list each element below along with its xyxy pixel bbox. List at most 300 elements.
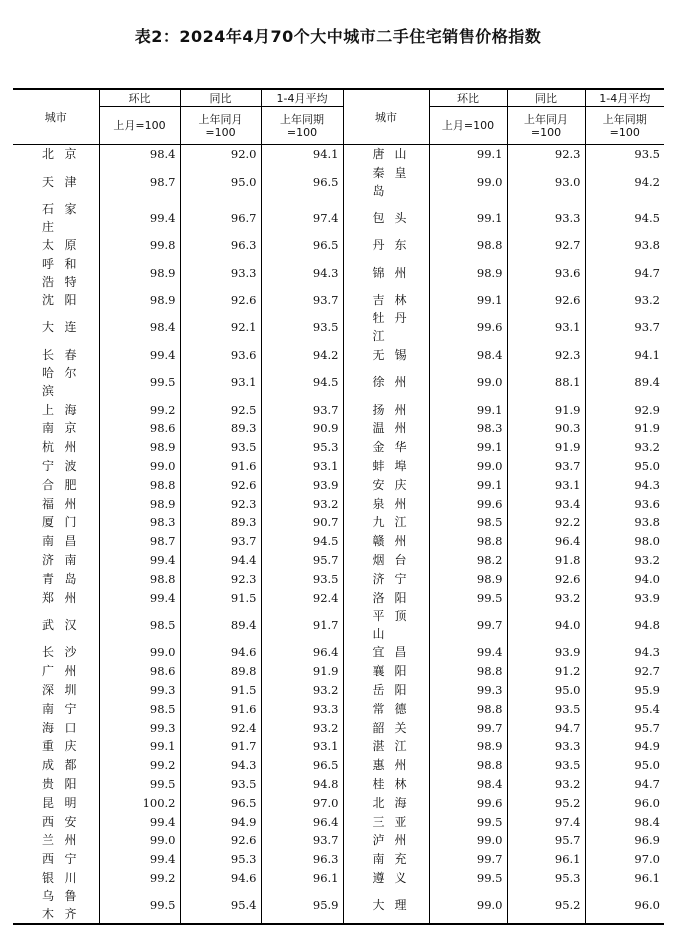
city-name-left: 广州 xyxy=(42,664,77,679)
mom-value-right: 99.7 xyxy=(429,718,507,737)
avg-value-right: 93.2 xyxy=(585,438,664,457)
avg-value-right: 89.4 xyxy=(585,364,664,400)
city-name-right: 九江 xyxy=(343,513,429,532)
city-name-right: 北海 xyxy=(343,793,429,812)
yoy-value-left: 91.6 xyxy=(180,699,261,718)
avg-value-right: 93.6 xyxy=(585,494,664,513)
mom-value-right: 98.5 xyxy=(429,513,507,532)
mom-value-right: 99.1 xyxy=(429,475,507,494)
mom-value-right: 99.5 xyxy=(429,869,507,888)
table-row xyxy=(13,718,664,737)
header-yoy-base-left: 上年同月 =100 xyxy=(180,107,261,145)
city-name-left: 海口 xyxy=(42,720,77,735)
mom-value-left: 98.9 xyxy=(99,494,180,513)
yoy-value-right: 92.2 xyxy=(507,513,585,532)
mom-value-left: 98.5 xyxy=(99,699,180,718)
avg-value-left: 97.4 xyxy=(261,200,343,236)
yoy-value-right: 93.0 xyxy=(507,164,585,200)
avg-value-left: 94.3 xyxy=(261,255,343,291)
yoy-value-right: 95.2 xyxy=(507,793,585,812)
mom-value-left: 99.4 xyxy=(99,850,180,869)
yoy-value-left: 92.4 xyxy=(180,718,261,737)
mom-value-right: 98.2 xyxy=(429,551,507,570)
avg-value-left: 95.9 xyxy=(261,887,343,924)
avg-value-left: 93.2 xyxy=(261,681,343,700)
city-name-right: 丹东 xyxy=(343,236,429,255)
mom-value-left: 98.4 xyxy=(99,309,180,345)
table-row xyxy=(13,457,664,476)
avg-value-right: 95.7 xyxy=(585,718,664,737)
mom-value-left: 99.5 xyxy=(99,364,180,400)
header-city-left: 城市 xyxy=(13,89,99,145)
mom-value-left: 99.2 xyxy=(99,400,180,419)
yoy-value-right: 91.8 xyxy=(507,551,585,570)
city-name-right: 泸州 xyxy=(343,831,429,850)
city-name-right: 惠州 xyxy=(343,756,429,775)
avg-value-right: 95.0 xyxy=(585,457,664,476)
mom-value-right: 99.1 xyxy=(429,200,507,236)
avg-value-left: 92.4 xyxy=(261,588,343,607)
city-name-left: 西安 xyxy=(42,814,77,829)
table-row xyxy=(13,513,664,532)
yoy-value-right: 93.7 xyxy=(507,457,585,476)
city-name-left: 北京 xyxy=(42,147,77,162)
yoy-value-right: 92.6 xyxy=(507,291,585,310)
yoy-value-left: 93.5 xyxy=(180,775,261,794)
header-avg-base-right: 上年同期 =100 xyxy=(585,107,664,145)
avg-value-left: 93.5 xyxy=(261,569,343,588)
header-avg-left: 1-4月平均 xyxy=(261,89,343,107)
city-name-right: 宜昌 xyxy=(343,643,429,662)
table-row xyxy=(13,775,664,794)
city-name-left: 哈尔滨 xyxy=(42,366,77,399)
yoy-value-right: 91.9 xyxy=(507,438,585,457)
yoy-value-left: 95.0 xyxy=(180,164,261,200)
table-row xyxy=(13,438,664,457)
table-header xyxy=(13,89,664,145)
avg-value-left: 93.7 xyxy=(261,400,343,419)
yoy-value-left: 94.4 xyxy=(180,551,261,570)
yoy-value-left: 92.1 xyxy=(180,309,261,345)
city-name-left: 杭州 xyxy=(42,440,77,455)
mom-value-left: 99.3 xyxy=(99,718,180,737)
avg-value-right: 93.8 xyxy=(585,236,664,255)
yoy-value-left: 91.5 xyxy=(180,681,261,700)
city-name-right: 济宁 xyxy=(343,569,429,588)
mom-value-left: 99.5 xyxy=(99,887,180,924)
header-mom-base-right: 上月=100 xyxy=(429,107,507,145)
avg-value-right: 94.1 xyxy=(585,345,664,364)
city-name-left: 青岛 xyxy=(42,571,77,586)
mom-value-right: 99.6 xyxy=(429,309,507,345)
mom-value-left: 99.5 xyxy=(99,775,180,794)
yoy-value-left: 92.6 xyxy=(180,291,261,310)
avg-value-right: 92.7 xyxy=(585,662,664,681)
mom-value-left: 98.9 xyxy=(99,291,180,310)
yoy-value-right: 96.1 xyxy=(507,850,585,869)
table-row xyxy=(13,607,664,643)
yoy-value-left: 89.8 xyxy=(180,662,261,681)
table-row xyxy=(13,812,664,831)
yoy-value-left: 96.3 xyxy=(180,236,261,255)
yoy-value-right: 95.7 xyxy=(507,831,585,850)
table-row xyxy=(13,475,664,494)
avg-value-left: 94.5 xyxy=(261,364,343,400)
mom-value-right: 99.5 xyxy=(429,588,507,607)
table-row xyxy=(13,887,664,924)
city-name-left: 深圳 xyxy=(42,682,77,697)
mom-value-right: 99.3 xyxy=(429,681,507,700)
yoy-value-right: 93.1 xyxy=(507,309,585,345)
price-index-table xyxy=(13,88,664,925)
mom-value-left: 98.3 xyxy=(99,513,180,532)
city-name-left: 银川 xyxy=(42,870,77,885)
city-name-left: 上海 xyxy=(42,402,77,417)
avg-value-right: 98.4 xyxy=(585,812,664,831)
mom-value-right: 98.9 xyxy=(429,737,507,756)
avg-value-left: 96.5 xyxy=(261,164,343,200)
mom-value-left: 98.7 xyxy=(99,164,180,200)
yoy-value-right: 95.2 xyxy=(507,887,585,924)
mom-value-right: 99.6 xyxy=(429,793,507,812)
avg-value-left: 93.5 xyxy=(261,309,343,345)
city-name-left: 济南 xyxy=(42,552,77,567)
city-name-right: 南充 xyxy=(343,850,429,869)
city-name-left: 兰州 xyxy=(42,833,77,848)
city-name-right: 平顶山 xyxy=(343,607,429,643)
header-avg-base-left: 上年同期 =100 xyxy=(261,107,343,145)
city-name-right: 常德 xyxy=(343,699,429,718)
avg-value-right: 93.9 xyxy=(585,588,664,607)
mom-value-left: 98.8 xyxy=(99,569,180,588)
table-row xyxy=(13,291,664,310)
yoy-value-right: 92.7 xyxy=(507,236,585,255)
table-row xyxy=(13,494,664,513)
mom-value-right: 99.1 xyxy=(429,145,507,164)
city-name-right: 遵义 xyxy=(343,869,429,888)
mom-value-left: 100.2 xyxy=(99,793,180,812)
yoy-value-right: 96.4 xyxy=(507,532,585,551)
avg-value-left: 91.7 xyxy=(261,607,343,643)
mom-value-left: 99.0 xyxy=(99,643,180,662)
table-body xyxy=(13,145,664,925)
avg-value-right: 93.5 xyxy=(585,145,664,164)
city-name-right: 安庆 xyxy=(343,475,429,494)
table-row xyxy=(13,662,664,681)
avg-value-left: 94.8 xyxy=(261,775,343,794)
mom-value-right: 98.8 xyxy=(429,532,507,551)
city-name-left: 长春 xyxy=(42,347,77,362)
avg-value-left: 96.5 xyxy=(261,756,343,775)
city-name-right: 三亚 xyxy=(343,812,429,831)
yoy-value-left: 94.3 xyxy=(180,756,261,775)
yoy-value-left: 94.9 xyxy=(180,812,261,831)
city-name-left: 长沙 xyxy=(42,645,77,660)
city-name-right: 韶关 xyxy=(343,718,429,737)
yoy-value-right: 91.2 xyxy=(507,662,585,681)
yoy-value-right: 97.4 xyxy=(507,812,585,831)
table-row xyxy=(13,164,664,200)
mom-value-right: 98.4 xyxy=(429,345,507,364)
avg-value-left: 93.1 xyxy=(261,457,343,476)
table-row xyxy=(13,200,664,236)
avg-value-right: 94.5 xyxy=(585,200,664,236)
avg-value-right: 93.2 xyxy=(585,551,664,570)
mom-value-left: 99.4 xyxy=(99,200,180,236)
city-name-right: 牡丹江 xyxy=(343,309,429,345)
table-row xyxy=(13,869,664,888)
avg-value-left: 97.0 xyxy=(261,793,343,812)
yoy-value-left: 96.7 xyxy=(180,200,261,236)
avg-value-left: 96.4 xyxy=(261,812,343,831)
city-name-right: 洛阳 xyxy=(343,588,429,607)
avg-value-left: 94.5 xyxy=(261,532,343,551)
city-name-right: 桂林 xyxy=(343,775,429,794)
yoy-value-left: 95.3 xyxy=(180,850,261,869)
table-row xyxy=(13,756,664,775)
avg-value-left: 93.7 xyxy=(261,831,343,850)
mom-value-right: 98.9 xyxy=(429,569,507,588)
mom-value-left: 99.0 xyxy=(99,457,180,476)
mom-value-right: 99.7 xyxy=(429,607,507,643)
mom-value-left: 99.4 xyxy=(99,812,180,831)
mom-value-right: 99.0 xyxy=(429,831,507,850)
avg-value-right: 96.9 xyxy=(585,831,664,850)
avg-value-right: 93.2 xyxy=(585,291,664,310)
avg-value-left: 90.9 xyxy=(261,419,343,438)
avg-value-left: 93.2 xyxy=(261,718,343,737)
yoy-value-right: 94.7 xyxy=(507,718,585,737)
avg-value-left: 93.2 xyxy=(261,494,343,513)
mom-value-left: 99.2 xyxy=(99,869,180,888)
avg-value-right: 95.4 xyxy=(585,699,664,718)
yoy-value-left: 92.6 xyxy=(180,831,261,850)
avg-value-right: 95.9 xyxy=(585,681,664,700)
city-name-right: 无锡 xyxy=(343,345,429,364)
city-name-left: 武汉 xyxy=(42,617,77,632)
avg-value-right: 96.0 xyxy=(585,887,664,924)
yoy-value-right: 92.6 xyxy=(507,569,585,588)
table-row xyxy=(13,643,664,662)
avg-value-right: 94.7 xyxy=(585,775,664,794)
mom-value-right: 99.0 xyxy=(429,164,507,200)
yoy-value-left: 89.3 xyxy=(180,513,261,532)
mom-value-left: 99.2 xyxy=(99,756,180,775)
yoy-value-left: 92.6 xyxy=(180,475,261,494)
mom-value-left: 99.0 xyxy=(99,831,180,850)
avg-value-right: 98.0 xyxy=(585,532,664,551)
city-name-left: 呼和浩特 xyxy=(42,256,77,289)
table-row xyxy=(13,364,664,400)
avg-value-left: 93.3 xyxy=(261,699,343,718)
avg-value-left: 96.5 xyxy=(261,236,343,255)
avg-value-right: 96.1 xyxy=(585,869,664,888)
city-name-left: 大连 xyxy=(42,320,77,335)
avg-value-left: 93.7 xyxy=(261,291,343,310)
city-name-right: 蚌埠 xyxy=(343,457,429,476)
table-row xyxy=(13,699,664,718)
yoy-value-left: 93.1 xyxy=(180,364,261,400)
city-name-left: 天津 xyxy=(42,174,77,189)
table-row xyxy=(13,737,664,756)
mom-value-left: 99.4 xyxy=(99,551,180,570)
city-name-right: 襄阳 xyxy=(343,662,429,681)
city-name-left: 郑州 xyxy=(42,590,77,605)
city-name-left: 沈阳 xyxy=(42,292,77,307)
mom-value-left: 99.4 xyxy=(99,588,180,607)
header-yoy-left: 同比 xyxy=(180,89,261,107)
city-name-right: 唐山 xyxy=(343,145,429,164)
city-name-left: 厦门 xyxy=(42,515,77,530)
mom-value-right: 98.9 xyxy=(429,255,507,291)
mom-value-right: 99.1 xyxy=(429,291,507,310)
avg-value-right: 95.0 xyxy=(585,756,664,775)
city-name-right: 金华 xyxy=(343,438,429,457)
mom-value-right: 99.6 xyxy=(429,494,507,513)
mom-value-left: 98.7 xyxy=(99,532,180,551)
mom-value-right: 98.8 xyxy=(429,236,507,255)
table-row xyxy=(13,850,664,869)
yoy-value-right: 93.5 xyxy=(507,699,585,718)
city-name-right: 岳阳 xyxy=(343,681,429,700)
table-row xyxy=(13,145,664,164)
city-name-left: 乌鲁木齐 xyxy=(13,887,99,924)
mom-value-right: 99.4 xyxy=(429,643,507,662)
mom-value-left: 98.9 xyxy=(99,438,180,457)
avg-value-right: 93.7 xyxy=(585,309,664,345)
yoy-value-right: 93.9 xyxy=(507,643,585,662)
city-name-left: 南宁 xyxy=(42,701,77,716)
avg-value-left: 93.9 xyxy=(261,475,343,494)
yoy-value-left: 93.3 xyxy=(180,255,261,291)
city-name-right: 吉林 xyxy=(343,291,429,310)
avg-value-right: 96.0 xyxy=(585,793,664,812)
city-name-left: 西宁 xyxy=(42,852,77,867)
table-row xyxy=(13,831,664,850)
yoy-value-right: 90.3 xyxy=(507,419,585,438)
mom-value-right: 98.8 xyxy=(429,699,507,718)
avg-value-right: 91.9 xyxy=(585,419,664,438)
table-row xyxy=(13,345,664,364)
table-row xyxy=(13,532,664,551)
avg-value-right: 94.7 xyxy=(585,255,664,291)
table-row xyxy=(13,681,664,700)
yoy-value-right: 93.1 xyxy=(507,475,585,494)
yoy-value-left: 91.7 xyxy=(180,737,261,756)
yoy-value-right: 88.1 xyxy=(507,364,585,400)
yoy-value-left: 92.0 xyxy=(180,145,261,164)
mom-value-left: 99.3 xyxy=(99,681,180,700)
mom-value-left: 98.4 xyxy=(99,145,180,164)
header-mom-base-left: 上月=100 xyxy=(99,107,180,145)
yoy-value-left: 89.3 xyxy=(180,419,261,438)
mom-value-left: 98.8 xyxy=(99,475,180,494)
city-name-right: 秦皇岛 xyxy=(343,164,429,200)
mom-value-left: 98.6 xyxy=(99,662,180,681)
yoy-value-left: 92.5 xyxy=(180,400,261,419)
document-title: 表2：2024年4月70个大中城市二手住宅销售价格指数 xyxy=(134,27,542,46)
table-row xyxy=(13,419,664,438)
table-row xyxy=(13,309,664,345)
mom-value-right: 99.0 xyxy=(429,364,507,400)
header-avg-right: 1-4月平均 xyxy=(585,89,664,107)
table-row xyxy=(13,236,664,255)
mom-value-left: 98.5 xyxy=(99,607,180,643)
avg-value-right: 92.9 xyxy=(585,400,664,419)
mom-value-right: 99.5 xyxy=(429,812,507,831)
header-yoy-base-right: 上年同月 =100 xyxy=(507,107,585,145)
yoy-value-left: 89.4 xyxy=(180,607,261,643)
mom-value-right: 98.3 xyxy=(429,419,507,438)
mom-value-right: 98.8 xyxy=(429,662,507,681)
city-name-right: 赣州 xyxy=(343,532,429,551)
avg-value-left: 95.3 xyxy=(261,438,343,457)
table-row xyxy=(13,793,664,812)
yoy-value-right: 92.3 xyxy=(507,145,585,164)
avg-value-left: 94.2 xyxy=(261,345,343,364)
yoy-value-left: 94.6 xyxy=(180,643,261,662)
yoy-value-right: 93.2 xyxy=(507,588,585,607)
mom-value-right: 99.7 xyxy=(429,850,507,869)
avg-value-left: 95.7 xyxy=(261,551,343,570)
yoy-value-left: 93.7 xyxy=(180,532,261,551)
city-name-left: 重庆 xyxy=(42,739,77,754)
table-row xyxy=(13,569,664,588)
avg-value-left: 91.9 xyxy=(261,662,343,681)
city-name-left: 石家庄 xyxy=(42,201,77,234)
city-name-right: 锦州 xyxy=(343,255,429,291)
yoy-value-left: 93.5 xyxy=(180,438,261,457)
mom-value-right: 99.1 xyxy=(429,438,507,457)
city-name-left: 宁波 xyxy=(42,458,77,473)
yoy-value-left: 92.3 xyxy=(180,494,261,513)
city-name-left: 南昌 xyxy=(42,534,77,549)
city-name-right: 湛江 xyxy=(343,737,429,756)
city-name-right: 烟台 xyxy=(343,551,429,570)
city-name-right: 扬州 xyxy=(343,400,429,419)
avg-value-right: 94.2 xyxy=(585,164,664,200)
header-yoy-right: 同比 xyxy=(507,89,585,107)
yoy-value-left: 91.5 xyxy=(180,588,261,607)
city-name-left: 成都 xyxy=(42,758,77,773)
mom-value-right: 99.0 xyxy=(429,457,507,476)
avg-value-left: 96.4 xyxy=(261,643,343,662)
city-name-left: 太原 xyxy=(42,238,77,253)
city-name-right: 大理 xyxy=(343,887,429,924)
mom-value-right: 99.0 xyxy=(429,887,507,924)
avg-value-right: 94.3 xyxy=(585,475,664,494)
avg-value-right: 93.8 xyxy=(585,513,664,532)
header-mom-right: 环比 xyxy=(429,89,507,107)
avg-value-left: 93.1 xyxy=(261,737,343,756)
yoy-value-right: 93.2 xyxy=(507,775,585,794)
yoy-value-right: 93.5 xyxy=(507,756,585,775)
yoy-value-left: 92.3 xyxy=(180,569,261,588)
mom-value-left: 98.6 xyxy=(99,419,180,438)
yoy-value-left: 94.6 xyxy=(180,869,261,888)
mom-value-left: 99.4 xyxy=(99,345,180,364)
mom-value-right: 99.1 xyxy=(429,400,507,419)
yoy-value-right: 91.9 xyxy=(507,400,585,419)
yoy-value-right: 93.6 xyxy=(507,255,585,291)
yoy-value-right: 93.3 xyxy=(507,737,585,756)
mom-value-left: 99.8 xyxy=(99,236,180,255)
city-name-left: 昆明 xyxy=(42,795,77,810)
table-row xyxy=(13,588,664,607)
yoy-value-right: 92.3 xyxy=(507,345,585,364)
yoy-value-left: 96.5 xyxy=(180,793,261,812)
table-row xyxy=(13,255,664,291)
